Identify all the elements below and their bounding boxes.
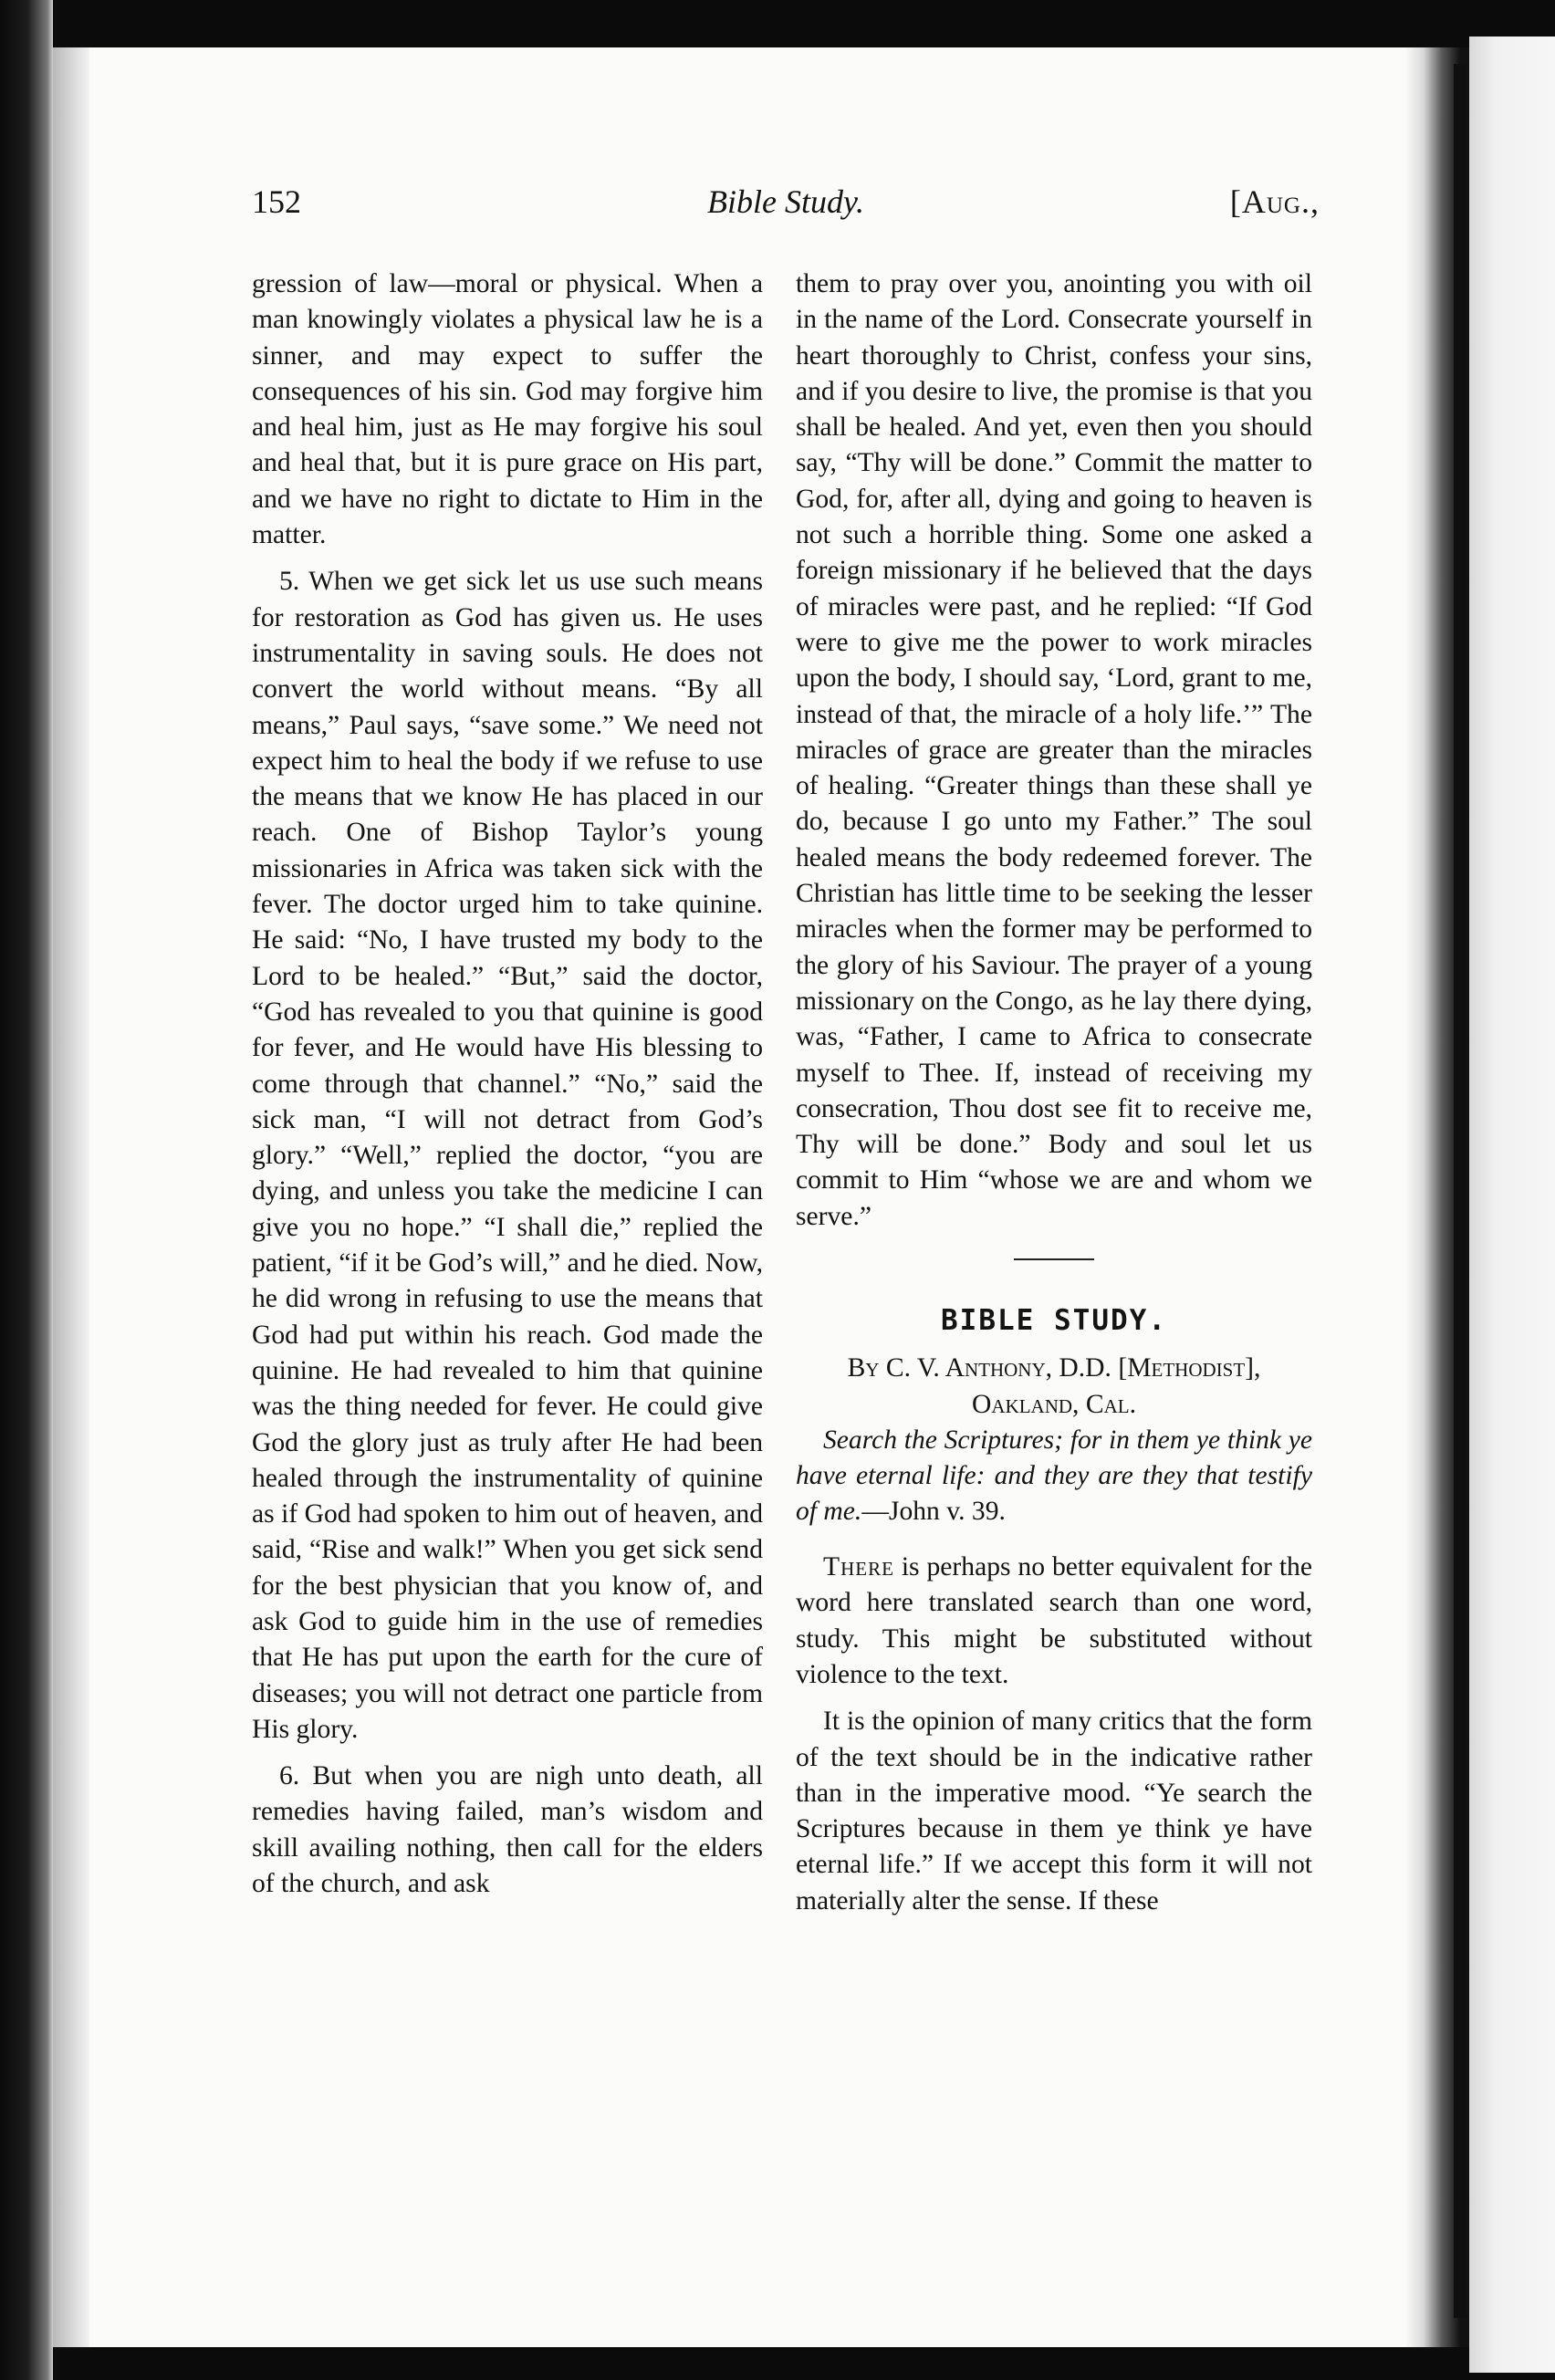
running-title: Bible Study.	[707, 183, 864, 220]
paragraph: 5. When we get sick let us use such means for restoration as God has given us. He uses instrumentality in saving souls. He does not convert the world without means. “By all means,” Paul says, “save some.” We need not expect him to heal the body if we refuse to use the means that we know He has placed in our reach. One of Bishop Taylor’s young missionaries in Africa was taken sick with the fever. The doctor urged him to take quinine. He said: “No, I have trusted my body to the Lord to be healed.” “But,” said the doctor, “God has revealed to you that quinine is good for fever, and He would have His blessing to come through that channel.” “No,” said the sick man, “I will not detract from God’s glory.” “Well,” replied the doctor, “you are dying, and unless you take the medicine I can give you no hope.” “I shall die,” replied the patient, “if it be God’s will,” and he died. Now, he did wrong in refusing to use the means that God had put within his reach. God made the quinine. He had revealed to him that quinine was the thing needed for fever. He could give God the glory just as truly after He had been healed through the instrumentality of quinine as if God had spoken to him out of heaven, and said, “Rise and walk!” When you get sick send for the best physician that you know of, and ask God to guide him in the use of remedies that He has put upon the earth for the cure of diseases; you will not detract one particle from His glory.	[252, 567, 763, 1744]
running-header	[252, 183, 1320, 228]
byline	[796, 1350, 1312, 1423]
page-number: 152	[252, 183, 301, 220]
byline-place: Oakland, Cal.	[972, 1390, 1136, 1420]
left-column	[252, 266, 763, 1902]
right-column	[796, 266, 1312, 1919]
running-date: [Aug.,	[1229, 183, 1320, 220]
epigraph	[796, 1423, 1312, 1529]
facing-page-edge	[1469, 37, 1555, 2373]
lead-word: There	[823, 1552, 894, 1582]
section-title: BIBLE STUDY.	[941, 1304, 1167, 1338]
binding-strip	[1454, 64, 1466, 2318]
paragraph: gression of law—moral or physical. When a man knowingly violates a physical law he is a sinner, and may expect to suffer the consequences of his sin. God may forgive him and heal him, just as He may forgive his soul and heal that, but it is pure grace on His part, and we have no right to dictate to Him in the matter.	[252, 269, 763, 550]
paragraph: 6. But when you are nigh unto death, all remedies having failed, man’s wisdom and skill availing nothing, then call for the elders of the church, and ask	[252, 1761, 763, 1899]
paragraph	[796, 1550, 1312, 1693]
epigraph-reference: —John v. 39.	[861, 1497, 1006, 1527]
byline-author: By C. V. Anthony, D.D. [Methodist],	[847, 1353, 1261, 1383]
epigraph-text: Search the Scriptures; for in them ye think ye have eternal life: and they are they that testify of me.	[796, 1425, 1312, 1527]
paragraph-text: is perhaps no better equivalent for the word here translated search than one word, study. This might be substituted without violence to the text.	[796, 1552, 1312, 1689]
paragraph: them to pray over you, anointing you with oil in the name of the Lord. Consecrate yourself in heart thoroughly to Christ, confess your sins, and if you desire to live, the promise is that you shall be healed. And yet, even then you should say, “Thy will be done.” Commit the matter to God, for, after all, dying and going to heaven is not such a horrible thing. Some one asked a foreign missionary if he believed that the days of miracles were past, and he replied: “If God were to give me the power to work miracles upon the body, I should say, ‘Lord, grant to me, instead of that, the miracle of a holy life.’” The miracles of grace are greater than the miracles of healing. “Greater things than these shall ye do, because I go unto my Father.” The soul healed means the body redeemed forever. The Christian has little time to be seeking the lesser miracles when the former may be performed to the glory of his Saviour. The prayer of a young missionary on the Congo, as he lay there dying, was, “Father, I came to Africa to consecrate myself to Thee. If, instead of receiving my consecration, Thou dost see fit to receive me, Thy will be done.” Body and soul let us commit to Him “whose we are and whom we serve.”	[796, 269, 1312, 1231]
paragraph: It is the opinion of many critics that the form of the text should be in the indicative rather than in the imperative mood. “Ye search the Scriptures because in them ye think ye have eternal life.” If we accept this form it will not materially alter the sense. If these	[796, 1707, 1312, 1915]
scan-left-edge	[0, 0, 53, 2380]
section-divider	[1014, 1258, 1094, 1260]
